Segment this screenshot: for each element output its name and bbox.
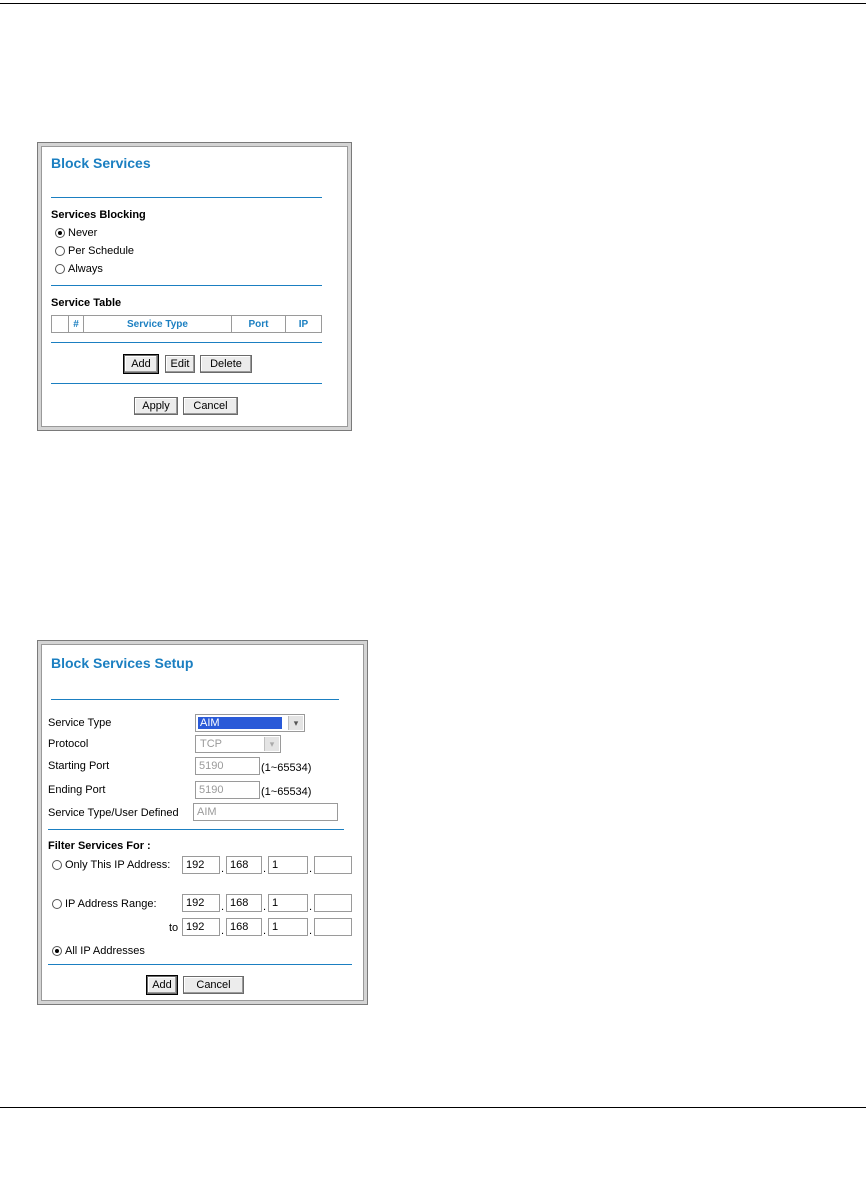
- only-ip-octet-2[interactable]: 168: [226, 856, 262, 874]
- ip-dot: .: [221, 901, 225, 913]
- service-type-value: AIM: [198, 717, 282, 729]
- starting-port-range-hint: (1~65534): [261, 762, 312, 774]
- block-services-panel: [37, 142, 352, 431]
- radio-per-schedule[interactable]: [55, 245, 134, 257]
- range-to-octet-4[interactable]: [314, 918, 352, 936]
- divider: [51, 197, 322, 198]
- radio-button[interactable]: [52, 946, 62, 956]
- chevron-down-icon[interactable]: ▾: [288, 716, 303, 730]
- setup-title: Block Services Setup: [51, 655, 194, 671]
- radio-button[interactable]: [52, 860, 62, 870]
- table-header-service-type: Service Type: [84, 316, 232, 332]
- apply-button[interactable]: Apply: [134, 397, 178, 415]
- ip-dot: .: [221, 863, 225, 875]
- radio-button[interactable]: [55, 228, 65, 238]
- radio-all-ip[interactable]: [52, 945, 145, 957]
- range-to-octet-3[interactable]: 1: [268, 918, 308, 936]
- starting-port-label: Starting Port: [48, 760, 110, 772]
- divider: [51, 383, 322, 384]
- ip-dot: .: [309, 863, 313, 875]
- only-ip-octet-3[interactable]: 1: [268, 856, 308, 874]
- radio-label: Per Schedule: [68, 245, 135, 257]
- radio-button[interactable]: [52, 899, 62, 909]
- delete-button[interactable]: Delete: [200, 355, 252, 373]
- radio-label: Always: [68, 263, 103, 275]
- divider: [51, 285, 322, 286]
- only-ip-octet-1[interactable]: 192: [182, 856, 220, 874]
- add-button[interactable]: Add: [124, 355, 158, 373]
- range-from-octet-2[interactable]: 168: [226, 894, 262, 912]
- filter-services-label: Filter Services For :: [48, 840, 151, 852]
- cancel-button[interactable]: Cancel: [183, 397, 238, 415]
- user-defined-label: Service Type/User Defined: [48, 807, 179, 819]
- divider: [51, 699, 339, 700]
- radio-button[interactable]: [55, 246, 65, 256]
- ip-dot: .: [309, 901, 313, 913]
- radio-label: Never: [68, 227, 98, 239]
- service-type-select[interactable]: [195, 714, 305, 732]
- range-from-octet-4[interactable]: [314, 894, 352, 912]
- service-type-label: Service Type: [48, 717, 112, 729]
- radio-button[interactable]: [55, 264, 65, 274]
- ip-dot: .: [263, 901, 267, 913]
- setup-add-button[interactable]: Add: [147, 976, 177, 994]
- range-from-octet-3[interactable]: 1: [268, 894, 308, 912]
- range-to-label: to: [169, 922, 179, 934]
- ip-dot: .: [221, 925, 225, 937]
- range-to-octet-1[interactable]: 192: [182, 918, 220, 936]
- block-services-setup-panel: [37, 640, 368, 1005]
- radio-never[interactable]: [55, 227, 97, 239]
- page-title: Block Services: [51, 155, 151, 171]
- starting-port-input[interactable]: 5190: [195, 757, 260, 775]
- edit-button[interactable]: Edit: [165, 355, 195, 373]
- radio-label: Only This IP Address:: [65, 859, 171, 871]
- protocol-select[interactable]: [195, 735, 281, 753]
- protocol-value: TCP: [200, 738, 222, 750]
- ending-port-label: Ending Port: [48, 784, 106, 796]
- bottom-rule: [0, 1107, 866, 1108]
- radio-label: All IP Addresses: [65, 945, 145, 957]
- table-header-port: Port: [232, 316, 286, 332]
- chevron-down-icon[interactable]: ▾: [264, 737, 279, 751]
- radio-only-this-ip[interactable]: [52, 859, 170, 871]
- ip-dot: .: [309, 925, 313, 937]
- divider: [51, 342, 322, 343]
- service-table: [51, 315, 322, 333]
- radio-always[interactable]: [55, 263, 103, 275]
- setup-cancel-button[interactable]: Cancel: [183, 976, 244, 994]
- services-blocking-label: Services Blocking: [51, 209, 146, 221]
- service-table-label: Service Table: [51, 297, 122, 309]
- table-header-select: [52, 316, 69, 332]
- top-rule: [0, 3, 866, 4]
- table-header-ip: IP: [298, 318, 309, 330]
- ending-port-input[interactable]: 5190: [195, 781, 260, 799]
- ip-dot: .: [263, 925, 267, 937]
- divider: [48, 829, 344, 830]
- divider: [48, 964, 352, 965]
- user-defined-input[interactable]: AIM: [193, 803, 338, 821]
- ip-dot: .: [263, 863, 267, 875]
- range-from-octet-1[interactable]: 192: [182, 894, 220, 912]
- range-to-octet-2[interactable]: 168: [226, 918, 262, 936]
- radio-label: IP Address Range:: [65, 898, 157, 910]
- only-ip-octet-4[interactable]: [314, 856, 352, 874]
- radio-ip-range[interactable]: [52, 898, 157, 910]
- table-header-number: #: [69, 316, 84, 332]
- ending-port-range-hint: (1~65534): [261, 786, 312, 798]
- protocol-label: Protocol: [48, 738, 89, 750]
